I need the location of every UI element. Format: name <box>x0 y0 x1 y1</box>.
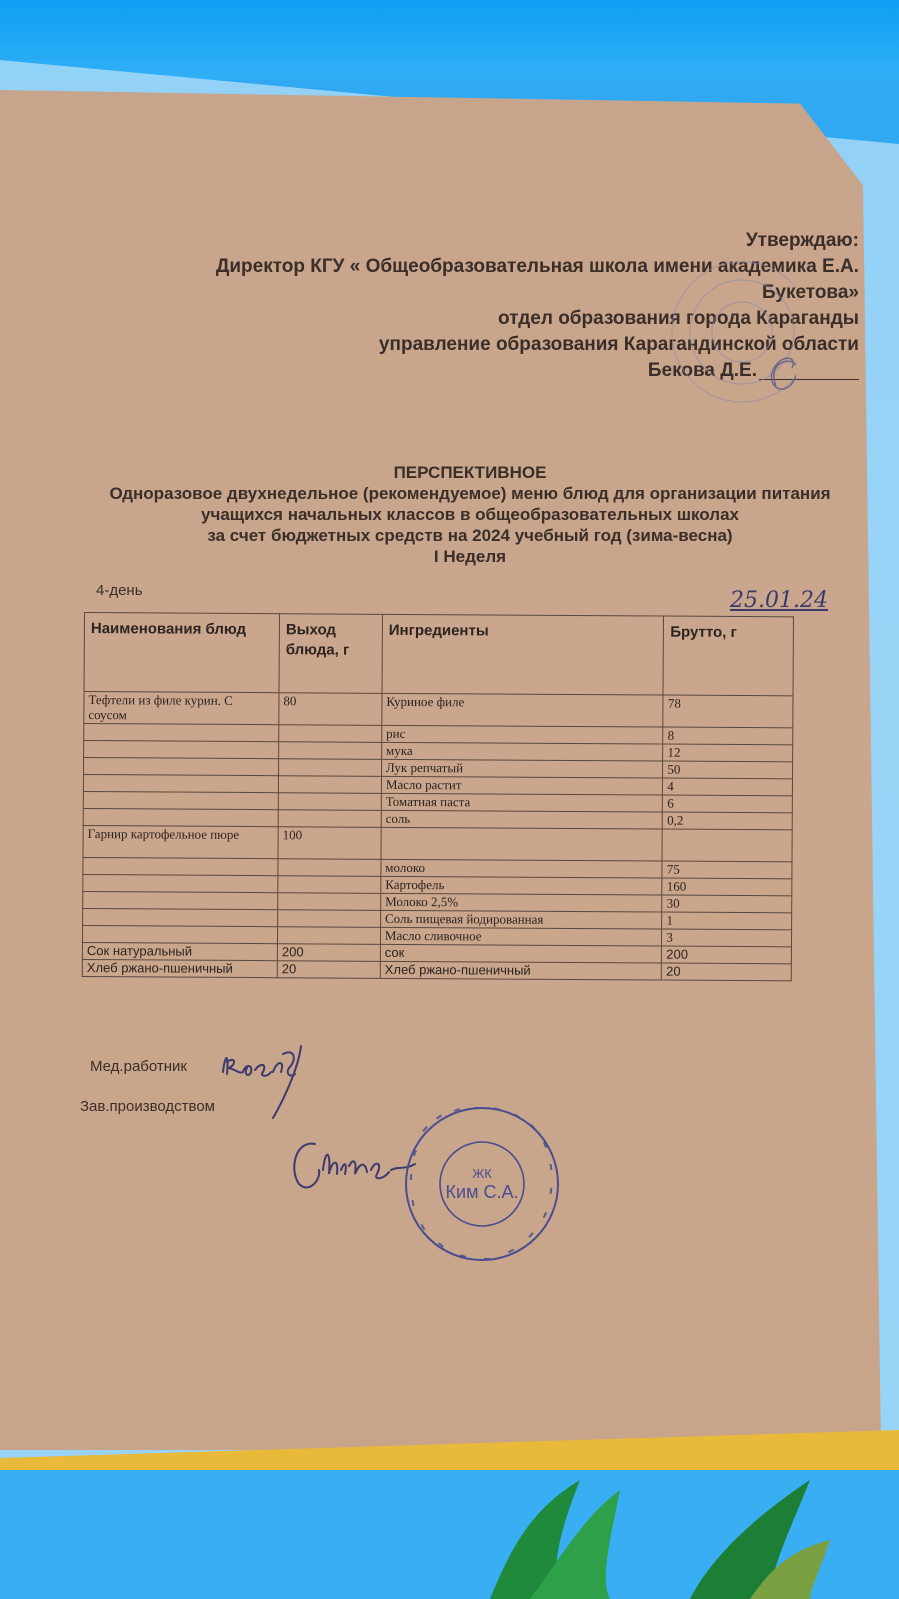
dish-cell <box>84 758 279 776</box>
dish-cell <box>82 925 277 943</box>
table-row <box>82 959 791 980</box>
week-label: I Неделя <box>433 547 507 566</box>
dish-cell: Гарнир картофельное пюре <box>83 825 278 858</box>
administration-line: управление образования Карагандинской области <box>378 334 859 355</box>
gross-cell: 160 <box>662 878 792 896</box>
gross-cell: 200 <box>662 946 792 964</box>
yield-cell: 200 <box>277 944 380 962</box>
ingredient-cell: рис <box>382 725 664 744</box>
dish-cell <box>83 775 278 793</box>
ingredient-cell: Соль пищевая йодированная <box>380 910 662 929</box>
director-line: Директор КГУ « Общеобразовательная школа имени академика Е.А. <box>215 256 859 277</box>
document-title <box>70 462 870 567</box>
approval-stamp-icon <box>656 236 796 436</box>
gross-cell: 6 <box>663 795 793 813</box>
title-line-3: учащихся начальных классов в общеобразовательных школах <box>201 505 739 524</box>
yield-cell <box>278 759 381 777</box>
approve-title: Утверждаю: <box>745 230 859 251</box>
production-label: Зав.производством <box>80 1098 215 1115</box>
table-row <box>83 825 792 861</box>
ingredient-cell: Молоко 2,5% <box>381 893 663 912</box>
gross-cell: 8 <box>663 727 793 745</box>
ingredient-cell: Картофель <box>381 876 663 895</box>
dish-cell <box>84 724 279 742</box>
gross-cell: 1 <box>662 912 792 930</box>
school-name-end: Букетова» <box>761 282 859 303</box>
medic-label: Мед.работник <box>90 1058 187 1075</box>
title-line-2: Одноразовое двухнедельное (рекомендуемое) меню блюд для организации питания <box>109 484 831 503</box>
handwritten-date: 25.01.24 <box>730 588 828 613</box>
ingredient-cell: молоко <box>381 859 663 878</box>
ingredient-cell: Хлеб ржано-пшеничный <box>380 961 662 980</box>
menu-table <box>82 612 794 981</box>
yield-cell <box>278 876 381 894</box>
wall-background <box>0 0 899 80</box>
yield-cell <box>278 776 381 794</box>
dish-cell <box>83 908 278 926</box>
gross-cell: 50 <box>663 761 793 779</box>
yield-cell: 100 <box>278 827 381 860</box>
ingredient-cell: Куриное филе <box>382 693 664 727</box>
dish-cell <box>83 891 278 909</box>
yield-cell <box>278 859 381 877</box>
yield-cell <box>278 793 381 811</box>
title-line-1: ПЕРСПЕКТИВНОЕ <box>393 463 547 482</box>
table-header-row <box>84 613 793 696</box>
table-row <box>84 692 793 728</box>
stamp-line-2: Ким С.А. <box>445 1182 519 1202</box>
dish-cell <box>84 741 279 759</box>
ingredient-cell: Масло растит <box>381 776 663 795</box>
gross-cell: 78 <box>663 695 793 728</box>
yield-cell <box>278 910 381 928</box>
medic-signature-icon <box>215 1034 335 1124</box>
gross-cell: 12 <box>663 744 793 762</box>
ingredient-cell: соль <box>381 810 663 829</box>
director-name-text: Бекова Д.Е. <box>647 360 757 381</box>
dish-cell: Хлеб ржано-пшеничный <box>82 959 277 977</box>
dish-cell <box>83 857 278 875</box>
ingredient-cell: сок <box>380 944 662 963</box>
plant-leaves-icon <box>470 1470 850 1599</box>
dish-cell: Тефтели из филе курин. С соусом <box>84 692 279 725</box>
gross-cell: 3 <box>662 929 792 947</box>
yield-cell <box>279 742 382 760</box>
stamp-line-1: ЖК <box>472 1166 492 1181</box>
dish-cell <box>83 808 278 826</box>
yield-cell <box>278 893 381 911</box>
gross-cell: 20 <box>662 963 792 981</box>
dish-cell <box>83 874 278 892</box>
title-line-4: за счет бюджетных средств на 2024 учебный год (зима-весна) <box>207 526 733 545</box>
gross-cell: 75 <box>662 861 792 879</box>
dish-cell <box>83 791 278 809</box>
ingredient-cell <box>381 827 663 861</box>
gross-cell <box>662 829 792 862</box>
department-line: отдел образования города Караганды <box>498 308 859 329</box>
header-yield: Выход блюда, г <box>279 614 382 694</box>
ingredient-cell: Лук репчатый <box>381 759 663 778</box>
gross-cell: 4 <box>663 778 793 796</box>
ingredient-cell: Масло сливочное <box>380 927 662 946</box>
day-label: 4-день <box>96 582 143 599</box>
gross-cell: 30 <box>662 895 792 913</box>
header-gross: Брутто, г <box>663 616 793 696</box>
round-stamp-icon <box>402 1098 562 1270</box>
yield-cell: 20 <box>277 961 380 979</box>
dish-cell: Сок натуральный <box>82 942 277 960</box>
yield-cell <box>277 927 380 945</box>
gross-cell: 0,2 <box>663 812 793 830</box>
header-dish: Наименования блюд <box>84 613 279 693</box>
yield-cell <box>278 810 381 828</box>
ingredient-cell: Томатная паста <box>381 793 663 812</box>
yield-cell: 80 <box>279 693 382 726</box>
header-ingredients: Ингредиенты <box>382 614 664 695</box>
ingredient-cell: мука <box>381 742 663 761</box>
yield-cell <box>279 725 382 743</box>
